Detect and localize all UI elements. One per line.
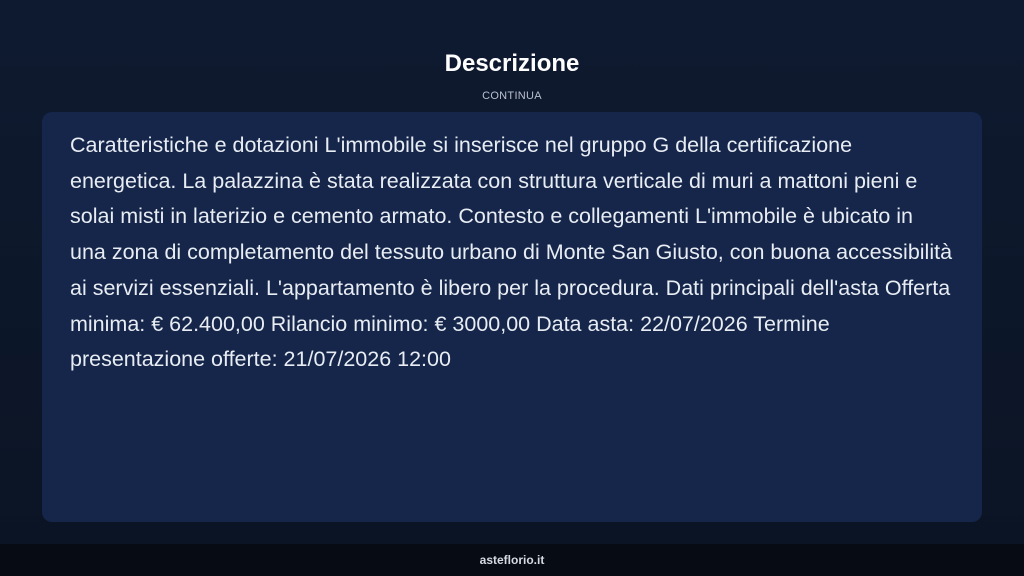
footer-site[interactable]: asteflorio.it [479,553,545,567]
description-card [42,112,982,522]
page-title: Descrizione [444,50,580,77]
continue-label[interactable]: CONTINUA [482,90,542,102]
footer [0,544,1024,576]
description-text: Caratteristiche e dotazioni L'immobile si inserisce nel gruppo G della certificazione energetica. La palazzina è stata realizzata con struttura verticale di muri a mattoni pieni e solai misti in laterizio e cemento armato. Contesto e collegamenti L'immobile è ubicato in una zona di completamento del tessuto urbano di Monte San Giusto, con buona accessibilità ai servizi essenziali. L'appartamento è libero per la procedura. Dati principali dell'asta Offerta minima: € 62.400,00 Rilancio minimo: € 3000,00 Data asta: 22/07/2026 Termine presentazione offerte: 21/07/2026 12:00 [70,133,953,372]
